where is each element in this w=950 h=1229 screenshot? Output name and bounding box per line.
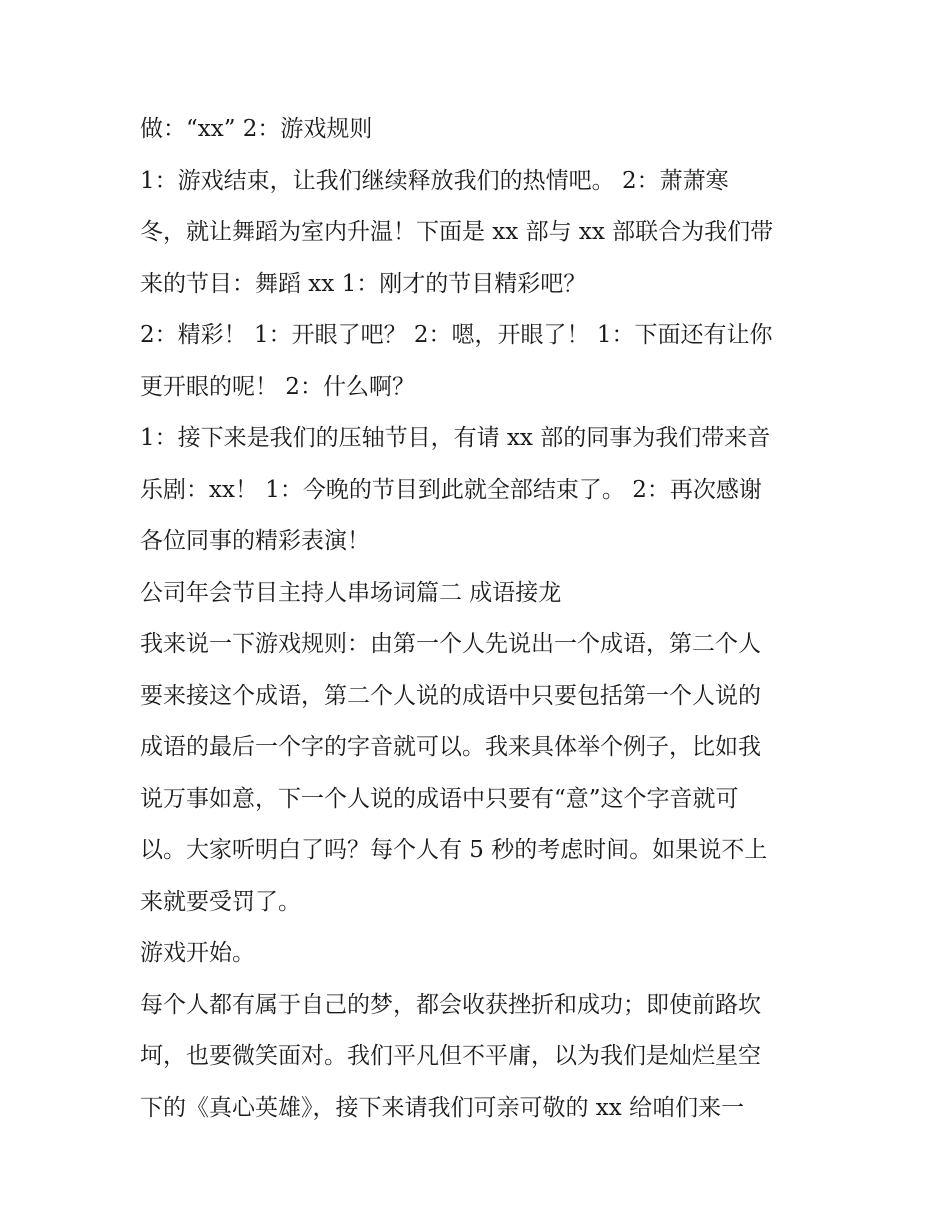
text-line: 下的《真心英雄》，接下来请我们可亲可敬的 xx 给咱们来一: [140, 1094, 745, 1121]
text-line: 1：接下来是我们的压轴节目，有请 xx 部的同事为我们带来音: [140, 425, 771, 451]
text-line: 每个人都有属于自己的梦，都会收获挫折和成功；即使前路坎: [140, 991, 761, 1018]
text-line: 说万事如意，下一个人说的成语中只要有“意”这个字音就可: [140, 785, 739, 812]
document-body: [140, 104, 820, 1134]
section-heading: 公司年会节目主持人串场词篇二 成语接龙: [140, 579, 562, 606]
text-line: 成语的最后一个字的字音就可以。我来具体举个例子，比如我: [140, 734, 761, 760]
text-line: 各位同事的精彩表演！: [140, 528, 370, 554]
text-line: 冬，就让舞蹈为室内升温！下面是 xx 部与 xx 部联合为我们带: [140, 219, 774, 245]
text-line: 我来说一下游戏规则：由第一个人先说出一个成语，第二个人: [140, 631, 761, 657]
text-line: 来的节目：舞蹈 xx 1：刚才的节目精彩吧？: [140, 270, 587, 297]
text-line: 1：游戏结束，让我们继续释放我们的热情吧。 2：萧萧寒: [140, 167, 729, 194]
text-line: 做：“xx” 2：游戏规则: [140, 116, 373, 142]
text-line: 游戏开始。: [140, 940, 255, 966]
text-line: 来就要受罚了。: [140, 888, 301, 915]
text-line: 以。大家听明白了吗？每个人有 5 秒的考虑时间。如果说不上: [140, 837, 768, 863]
text-line: 更开眼的呢！ 2：什么啊？: [140, 373, 415, 400]
text-line: 乐剧：xx！ 1：今晚的节目到此就全部结束了。 2：再次感谢: [140, 476, 762, 503]
text-line: 坷，也要微笑面对。我们平凡但不平庸，以为我们是灿烂星空: [140, 1043, 761, 1069]
text-line: 2：精彩！ 1：开眼了吧？ 2：嗯，开眼了！ 1：下面还有让你: [140, 322, 773, 348]
text-line: 要来接这个成语，第二个人说的成语中只要包括第一个人说的: [140, 682, 761, 709]
